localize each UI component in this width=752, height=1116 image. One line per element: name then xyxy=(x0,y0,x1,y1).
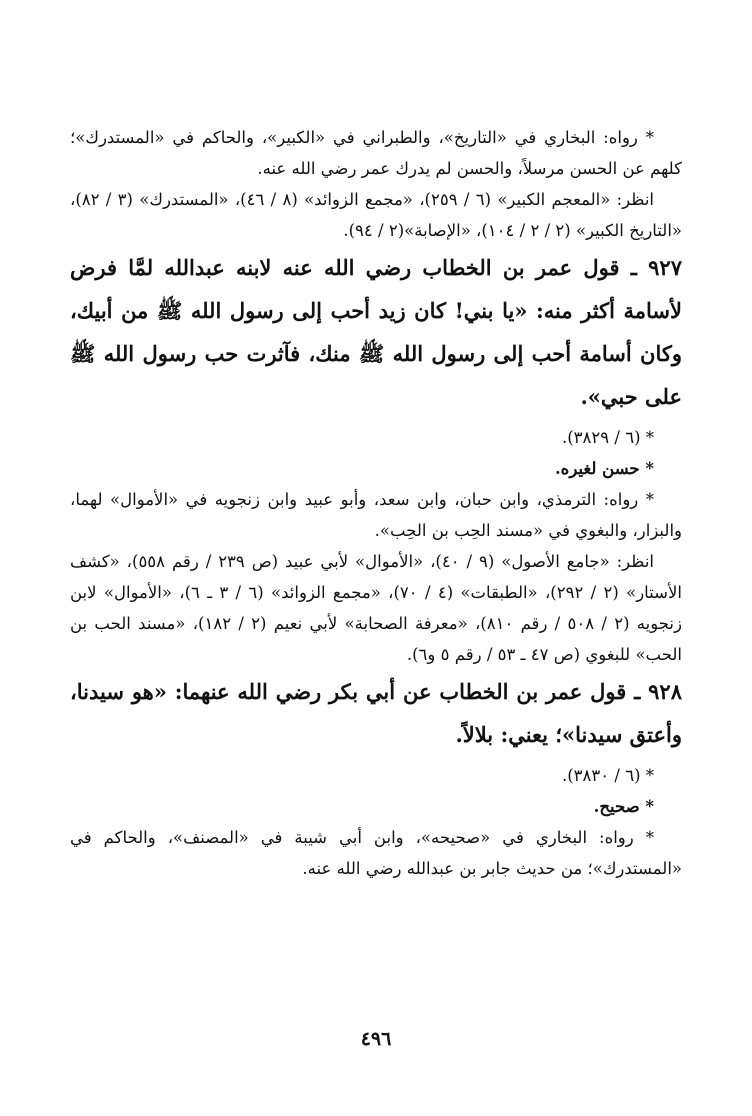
entry-928-heading: ٩٢٨ ـ قول عمر بن الخطاب عن أبي بكر رضي الله عنهما: «هو سيدنا، وأعتق سيدنا»؛ يعني: بلالاً. xyxy=(70,679,682,747)
entry-928-ref: * (٦ / ٣٨٣٠). xyxy=(561,766,654,785)
entry-927-narration: * رواه: الترمذي، وابن حبان، وابن سعد، وأبو عبيد وابن زنجويه في «الأموال» لهما، والبزار، والبغوي في «مسند الحِب بن الحِب». xyxy=(70,490,682,540)
entry-927-ref: * (٦ / ٣٨٢٩). xyxy=(561,428,654,447)
entry-927-references: انظر: «جامع الأصول» (٩ / ٤٠)، «الأموال» لأبي عبيد (ص ٢٣٩ / رقم ٥٥٨)، «كشف الأستار» (٢ / ٢٩٢)، «الطبقات» (٤ / ٧٠)، «مجمع الزوائد» (٦ / ٣ ـ ٦)، «الأموال» لابن زنجويه (٢ / ٥٠٨ / رقم ٨١٠)، «معرفة الصحابة» لأبي نعيم (٢ / ١٨٢)، «مسند الحب بن الحب» للبغوي (ص ٤٧ ـ ٥٣ / رقم ٥ و٦). xyxy=(70,552,682,664)
entry-927-grade: * حسن لغيره. xyxy=(554,459,654,478)
references-paragraph: انظر: «المعجم الكبير» (٦ / ٢٥٩)، «مجمع الزوائد» (٨ / ٤٦)، «المستدرك» (٣ / ٨٢)، «التاريخ الكبير» (٢ / ٢ / ١٠٤)، «الإصابة»(٢ / ٩٤). xyxy=(70,190,682,240)
page-body xyxy=(70,122,682,884)
entry-928-grade: * صحيح. xyxy=(593,797,654,816)
page-number: ٤٩٦ xyxy=(360,1028,392,1050)
entry-927-heading: ٩٢٧ ـ قول عمر بن الخطاب رضي الله عنه لابنه عبدالله لمَّا فرض لأسامة أكثر منه: «يا بني! كان زيد أحب إلى رسول الله ﷺ من أبيك، وكان أسامة أحب إلى رسول الله ﷺ منك، فآثرت حب رسول الله ﷺ على حبي». xyxy=(70,255,682,409)
entry-928-narration: * رواه: البخاري في «صحيحه»، وابن أبي شيبة في «المصنف»، والحاكم في «المستدرك»؛ من حديث جابر بن عبدالله رضي الله عنه. xyxy=(70,828,682,878)
narration-paragraph: * رواه: البخاري في «التاريخ»، والطبراني في «الكبير»، والحاكم في «المستدرك»؛ كلهم عن الحسن مرسلاً، والحسن لم يدرك عمر رضي الله عنه. xyxy=(70,128,682,178)
